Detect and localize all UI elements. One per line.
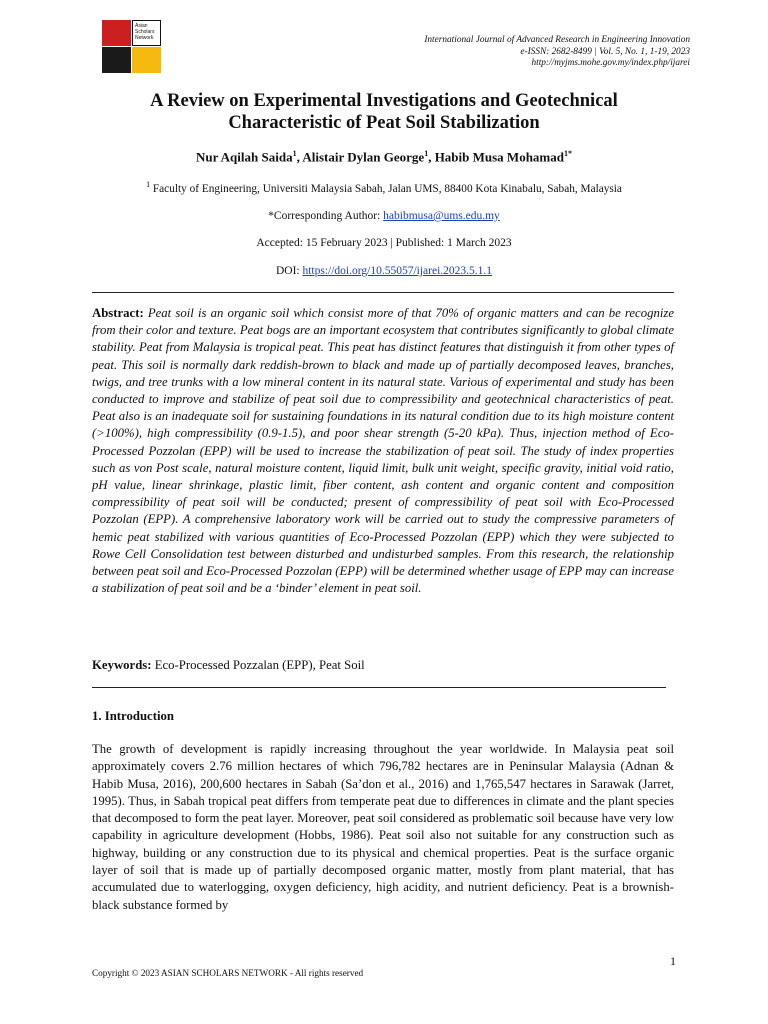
introduction-paragraph: The growth of development is rapidly increasing throughout the year worldwide. In Malaysia peat soil approximately covers 2.76 million hectares of which 796,782 hectares are in Peninsular Malaysia (Adnan & Habib Musa, 2016), 200,600 hectares in Sabah (Sa’don et al., 2016) and 1,765,547 hectares in Sarawak (Jarret, 1995). Thus, in Sabah tropical peat differs from temperate peat due to differences in climate and the plant species that decomposed to form the peat layer. Moreover, peat soil considered as problematic soil because have very low capability in agriculture development (Hobbs, 1986). Peat soil also not suitable for any construction such as highway, building or any construction due to its physical and chemical properties. Peat is the surface organic layer of soil that is made up of partially decomposed organic matter, mostly from plant material, that has accumulated due to waterlogging, oxygen deficiency, high acidity, and nutrient deficiency. Peat is a brownish-black substance formed by xyxy=(92,742,674,912)
affiliation: $^1$ Faculty of Engineering, Universiti Malaysia Sabah, Jalan UMS, 88400 Kota Kinabalu, Sabah, Malaysia xyxy=(146,180,622,195)
keywords-label: Keywords: xyxy=(92,658,152,672)
abstract-text: Peat soil is an organic soil which consist more of that 70% of organic matters and can be recognize from their color and texture. Peat bogs are an important ecosystem that contributes significantly to global climate stability. Peat from Malaysia is tropical peat. This peat has distinct features that distinguish it from other types of peat. This soil is normally dark reddish-brown to black and made up of partially decomposed leaves, branches, twigs, and tree trunks with a low mineral content in its natural state. Various of experimental and study has been conducted to improve and stabilize of peat soil due to compressibility and geotechnical characteristics of peat. Peat also is an inadequate soil for sustaining foundations in its natural condition due to its high moisture content (>100%), high compressibility (0.9-1.5), and poor shear strength (5-20 kPa). Thus, injection method of Eco-Processed Pozzolan (EPP) will be used to increase the stabilization of peat soil. The study of index properties such as von Post scale, natural moisture content, liquid limit, bulk unit weight, specific gravity, initial void ratio, pH value, linear shrinkage, plastic limit, fiber content, ash content and organic content and composition compressibility of peat soil will be conducted; present of compressibility of peat soil with Eco-Processed Pozzolan (EPP). A comprehensive laboratory work will be carried out to study the compressive parameters of hemic peat stabilized with various quantities of Eco-Processed Pozzolan (EPP) which they were subjected to Rowe Cell Consolidation test between disturbed and undisturbed samples. From this research, the relationship between peat soil and Eco-Processed Pozzolan (EPP) will be determined whether usage of EPP may can increase a stabilization of peat soil and be a ‘binder’ element in peat soil. xyxy=(92,306,674,596)
author-affiliation-mark: 1 xyxy=(292,149,297,158)
publication-dates: Accepted: 15 February 2023 | Published: 1 March 2023 xyxy=(256,237,512,249)
logo-yellow-square xyxy=(132,47,161,73)
journal-url[interactable]: http://myjms.mohe.gov.my/index.php/ijarei xyxy=(531,58,690,68)
keywords-text: Eco-Processed Pozzalan (EPP), Peat Soil xyxy=(151,658,365,672)
corresponding-author: *Corresponding Author: habibmusa@ums.edu.my xyxy=(268,210,500,222)
author-name: Alistair Dylan George xyxy=(302,149,425,165)
doi-link[interactable]: https://doi.org/10.55057/ijarei.2023.5.1.1 xyxy=(302,265,493,277)
journal-issue: e-ISSN: 2682-8499 | Vol. 5, No. 1, 1-19, 2023 xyxy=(520,46,690,57)
author-name: Habib Musa Mohamad xyxy=(434,149,564,165)
author-affiliation-mark: 1* xyxy=(564,149,572,158)
divider-bottom xyxy=(92,687,666,688)
section-heading: 1. Introduction xyxy=(92,709,174,723)
abstract-label: Abstract: xyxy=(92,306,144,320)
keywords xyxy=(92,658,674,673)
paper-title: A Review on Experimental Investigations and Geotechnical Characteristic of Peat Soil Stabilization xyxy=(150,91,618,133)
abstract xyxy=(92,305,674,597)
publisher-logo xyxy=(102,20,161,72)
journal-header xyxy=(424,35,690,70)
logo-black-square xyxy=(102,47,131,73)
logo-red-square xyxy=(102,20,131,46)
logo-text: Asian Scholars Network xyxy=(135,23,155,41)
doi: DOI: https://doi.org/10.55057/ijarei.2023.5.1.1 xyxy=(275,265,493,277)
corresponding-email-link[interactable]: habibmusa@ums.edu.my xyxy=(383,210,500,222)
divider-top xyxy=(92,292,674,293)
copyright-notice: Copyright © 2023 ASIAN SCHOLARS NETWORK - All rights reserved xyxy=(92,968,364,978)
author-list: Nur Aqilah Saida$^1$, Alistair Dylan George$^1$, Habib Musa Mohamad$^{1*}$ xyxy=(195,149,572,165)
author-name: Nur Aqilah Saida xyxy=(195,149,293,165)
author-affiliation-mark: 1 xyxy=(424,149,429,158)
page-number: 1 xyxy=(670,954,676,968)
logo-white-square xyxy=(132,20,161,46)
journal-name: International Journal of Advanced Research in Engineering Innovation xyxy=(424,35,690,45)
